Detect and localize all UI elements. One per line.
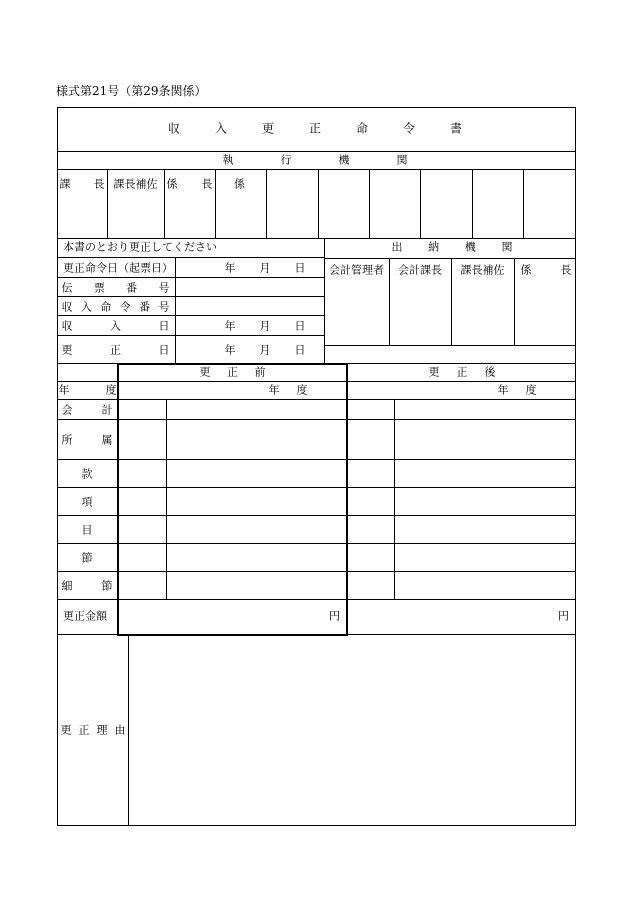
acct-col-0 bbox=[389, 258, 390, 345]
info-row-label: 収 bbox=[61, 319, 73, 333]
execution-role-label: 課 bbox=[59, 177, 71, 191]
account-row-label: 会 bbox=[61, 403, 73, 417]
date-unit-month: 月 bbox=[259, 319, 271, 333]
after-heading-char: 後 bbox=[484, 365, 496, 379]
exec-col-3 bbox=[266, 169, 267, 238]
fiscal-year-label: 度 bbox=[105, 383, 117, 397]
exec-bottom bbox=[57, 238, 575, 239]
accounting-role-label: 係 bbox=[520, 263, 532, 277]
exec-col-8 bbox=[523, 169, 524, 238]
info-row-divider bbox=[57, 315, 324, 316]
after-heading-char: 更 bbox=[428, 365, 440, 379]
info-row-divider bbox=[57, 277, 324, 278]
accounting-role-label: 長 bbox=[560, 263, 572, 277]
execution-role-label: 係 bbox=[166, 177, 178, 191]
info-row-divider bbox=[57, 335, 324, 336]
exec-col-2 bbox=[215, 169, 216, 238]
info-row-label: 収 bbox=[61, 300, 73, 313]
form-title-char: 命 bbox=[355, 121, 369, 136]
execution-org-heading-char: 執 bbox=[222, 153, 234, 167]
reason-label-char: 由 bbox=[114, 723, 126, 737]
before-heading-char: 前 bbox=[254, 365, 266, 379]
form-title-char: 令 bbox=[402, 121, 416, 136]
before-heading-char: 正 bbox=[227, 365, 238, 379]
reason-label-char: 更 bbox=[60, 723, 72, 737]
reason-label-char: 理 bbox=[96, 723, 108, 737]
frame-left bbox=[57, 107, 58, 826]
reason-divider bbox=[128, 634, 129, 826]
info-row-label: 更正命令日（起票日） bbox=[63, 261, 173, 275]
exec-col-7 bbox=[472, 169, 473, 238]
info-row-label: 正 bbox=[110, 343, 121, 357]
after-code-divider bbox=[394, 399, 395, 599]
info-row-label: 令 bbox=[119, 300, 131, 313]
execution-org-heading-char: 機 bbox=[338, 153, 350, 167]
info-row-label: 票 bbox=[93, 281, 105, 294]
accounting-org-heading-char: 出 bbox=[391, 240, 403, 254]
info-row-label: 番 bbox=[126, 281, 138, 294]
accounting-role-label: 課長補佐 bbox=[460, 263, 505, 277]
info-row-label: 伝 bbox=[61, 281, 73, 294]
account-row-label: 款 bbox=[81, 467, 93, 481]
exec-col-4 bbox=[318, 169, 319, 238]
accounting-org-heading-char: 納 bbox=[428, 240, 440, 254]
execution-role-label: 係 bbox=[234, 177, 245, 191]
exec-col-5 bbox=[369, 169, 370, 238]
date-unit-month: 月 bbox=[259, 343, 271, 357]
after-currency-unit: 円 bbox=[558, 609, 569, 623]
account-row-label: 節 bbox=[101, 579, 113, 593]
account-row-label: 計 bbox=[101, 403, 113, 417]
execution-role-label: 長 bbox=[93, 177, 105, 191]
before-year-label: 年 bbox=[268, 383, 280, 397]
form-caption: 様式第21号（第29条関係） bbox=[56, 84, 207, 98]
account-row-label: 属 bbox=[101, 433, 113, 447]
acct-bottom bbox=[324, 345, 575, 346]
before-heading-char: 更 bbox=[199, 365, 211, 379]
accounting-role-label: 会計課長 bbox=[398, 263, 442, 277]
title-divider bbox=[57, 151, 575, 152]
frame-top bbox=[57, 107, 576, 108]
exec-col-1 bbox=[164, 169, 165, 238]
info-row-label: 号 bbox=[158, 281, 170, 294]
accounting-role-label: 会計管理者 bbox=[329, 263, 384, 277]
fiscal-year-label: 年 bbox=[58, 383, 70, 397]
info-row-label: 日 bbox=[158, 343, 170, 357]
acct-heading-divider bbox=[324, 258, 575, 259]
info-row-label: 命 bbox=[100, 300, 112, 313]
info-row-label: 日 bbox=[158, 319, 170, 333]
request-text: 本書のとおり更正してください bbox=[63, 240, 217, 254]
info-row-label: 入 bbox=[80, 300, 92, 313]
account-row-label: 項 bbox=[81, 495, 93, 509]
account-row-label: 目 bbox=[81, 523, 93, 537]
execution-org-heading-char: 関 bbox=[396, 153, 408, 167]
accounting-org-heading-char: 機 bbox=[464, 240, 476, 254]
info-row-label: 更 bbox=[61, 343, 73, 357]
info-row-label: 入 bbox=[110, 319, 121, 333]
date-unit-day: 日 bbox=[294, 343, 306, 357]
acct-col-1 bbox=[451, 258, 452, 345]
reason-label-char: 正 bbox=[78, 723, 90, 737]
info-label-divider bbox=[175, 257, 176, 363]
after-year-label: 年 bbox=[497, 383, 509, 397]
amount-label: 更正金額 bbox=[63, 609, 107, 623]
exec-heading-divider bbox=[57, 169, 575, 170]
before-year-label: 度 bbox=[296, 383, 308, 397]
execution-role-label: 課長補佐 bbox=[113, 177, 158, 191]
acct-col-2 bbox=[514, 258, 515, 345]
before-correction-box bbox=[117, 363, 348, 636]
form-title-char: 正 bbox=[308, 121, 322, 136]
execution-role-label: 長 bbox=[201, 177, 213, 191]
form-title-char: 収 bbox=[167, 121, 181, 136]
after-year-label: 度 bbox=[525, 383, 537, 397]
frame-bottom bbox=[57, 825, 576, 826]
date-unit-year: 年 bbox=[224, 261, 236, 275]
form-title-char: 入 bbox=[214, 121, 228, 136]
info-row-label: 番 bbox=[139, 300, 151, 313]
date-unit-year: 年 bbox=[224, 319, 236, 333]
account-row-label: 細 bbox=[61, 579, 73, 593]
before-currency-unit: 円 bbox=[329, 609, 340, 623]
after-heading-char: 正 bbox=[456, 365, 468, 379]
account-row-label: 節 bbox=[81, 551, 93, 565]
info-row-divider bbox=[57, 296, 324, 297]
exec-col-0 bbox=[107, 169, 108, 238]
request-divider bbox=[57, 257, 324, 258]
date-unit-year: 年 bbox=[224, 343, 236, 357]
frame-right bbox=[575, 107, 576, 826]
accounting-org-heading-char: 関 bbox=[501, 240, 513, 254]
execution-org-heading-char: 行 bbox=[280, 153, 292, 167]
exec-col-6 bbox=[420, 169, 421, 238]
info-row-label: 号 bbox=[158, 300, 170, 313]
date-unit-month: 月 bbox=[259, 261, 271, 275]
form-title-char: 書 bbox=[449, 121, 463, 136]
form-title-char: 更 bbox=[261, 121, 275, 136]
date-unit-day: 日 bbox=[294, 261, 306, 275]
date-unit-day: 日 bbox=[294, 319, 306, 333]
account-row-label: 所 bbox=[61, 433, 73, 447]
